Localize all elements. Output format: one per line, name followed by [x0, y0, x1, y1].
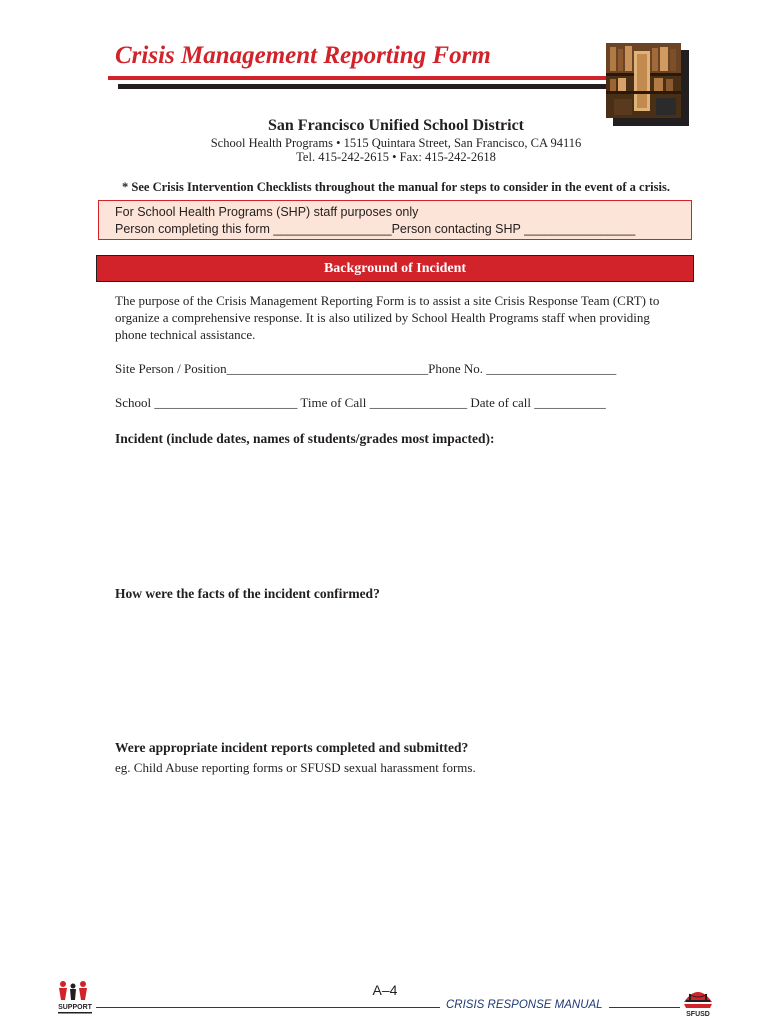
shp-purpose-line: For School Health Programs (SHP) staff purposes only — [115, 205, 419, 219]
section-header-background: Background of Incident — [96, 255, 694, 282]
facts-confirmed-question: How were the facts of the incident confirmed? — [115, 586, 380, 601]
incident-reports-example: eg. Child Abuse reporting forms or SFUSD sexual harassment forms. — [115, 760, 476, 775]
form-title: Crisis Management Reporting Form — [115, 42, 491, 69]
sfusd-logo-icon — [680, 980, 716, 1018]
support-logo-text: SUPPORT — [58, 1004, 92, 1011]
shp-person-fields[interactable]: Person completing this form _________________Person contacting SHP ________________ — [115, 222, 636, 236]
district-address: School Health Programs • 1515 Quintara Street, San Francisco, CA 94116 — [210, 136, 582, 150]
crisis-checklist-note: * See Crisis Intervention Checklists throughout the manual for steps to consider in the event of a crisis. — [122, 180, 670, 194]
header-photo-bookshelf — [606, 43, 681, 118]
footer-manual-label: CRISIS RESPONSE MANUAL — [440, 999, 609, 1011]
incident-reports-question: Were appropriate incident reports completed and submitted? — [115, 740, 469, 755]
title-underline-black — [118, 84, 612, 89]
page-number: A–4 — [372, 982, 398, 998]
incident-question: Incident (include dates, names of students/grades most impacted): — [115, 431, 495, 446]
shp-staff-box — [98, 200, 692, 240]
district-name: San Francisco Unified School District — [268, 117, 524, 134]
district-phone: Tel. 415-242-2615 • Fax: 415-242-2618 — [296, 150, 496, 164]
site-person-phone-field[interactable]: Site Person / Position_______________________________Phone No. ____________________ — [115, 361, 617, 376]
title-underline-red — [108, 76, 608, 80]
sfusd-logo-text: SFUSD — [686, 1011, 710, 1018]
purpose-paragraph: The purpose of the Crisis Management Reporting Form is to assist a site Crisis Response Team (CRT) to organize a comprehensive response. It is also utilized by School Health Programs staff when providing phone technical assistance. — [115, 293, 660, 342]
school-time-date-field[interactable]: School ______________________ Time of Call _______________ Date of call ___________ — [115, 395, 606, 410]
